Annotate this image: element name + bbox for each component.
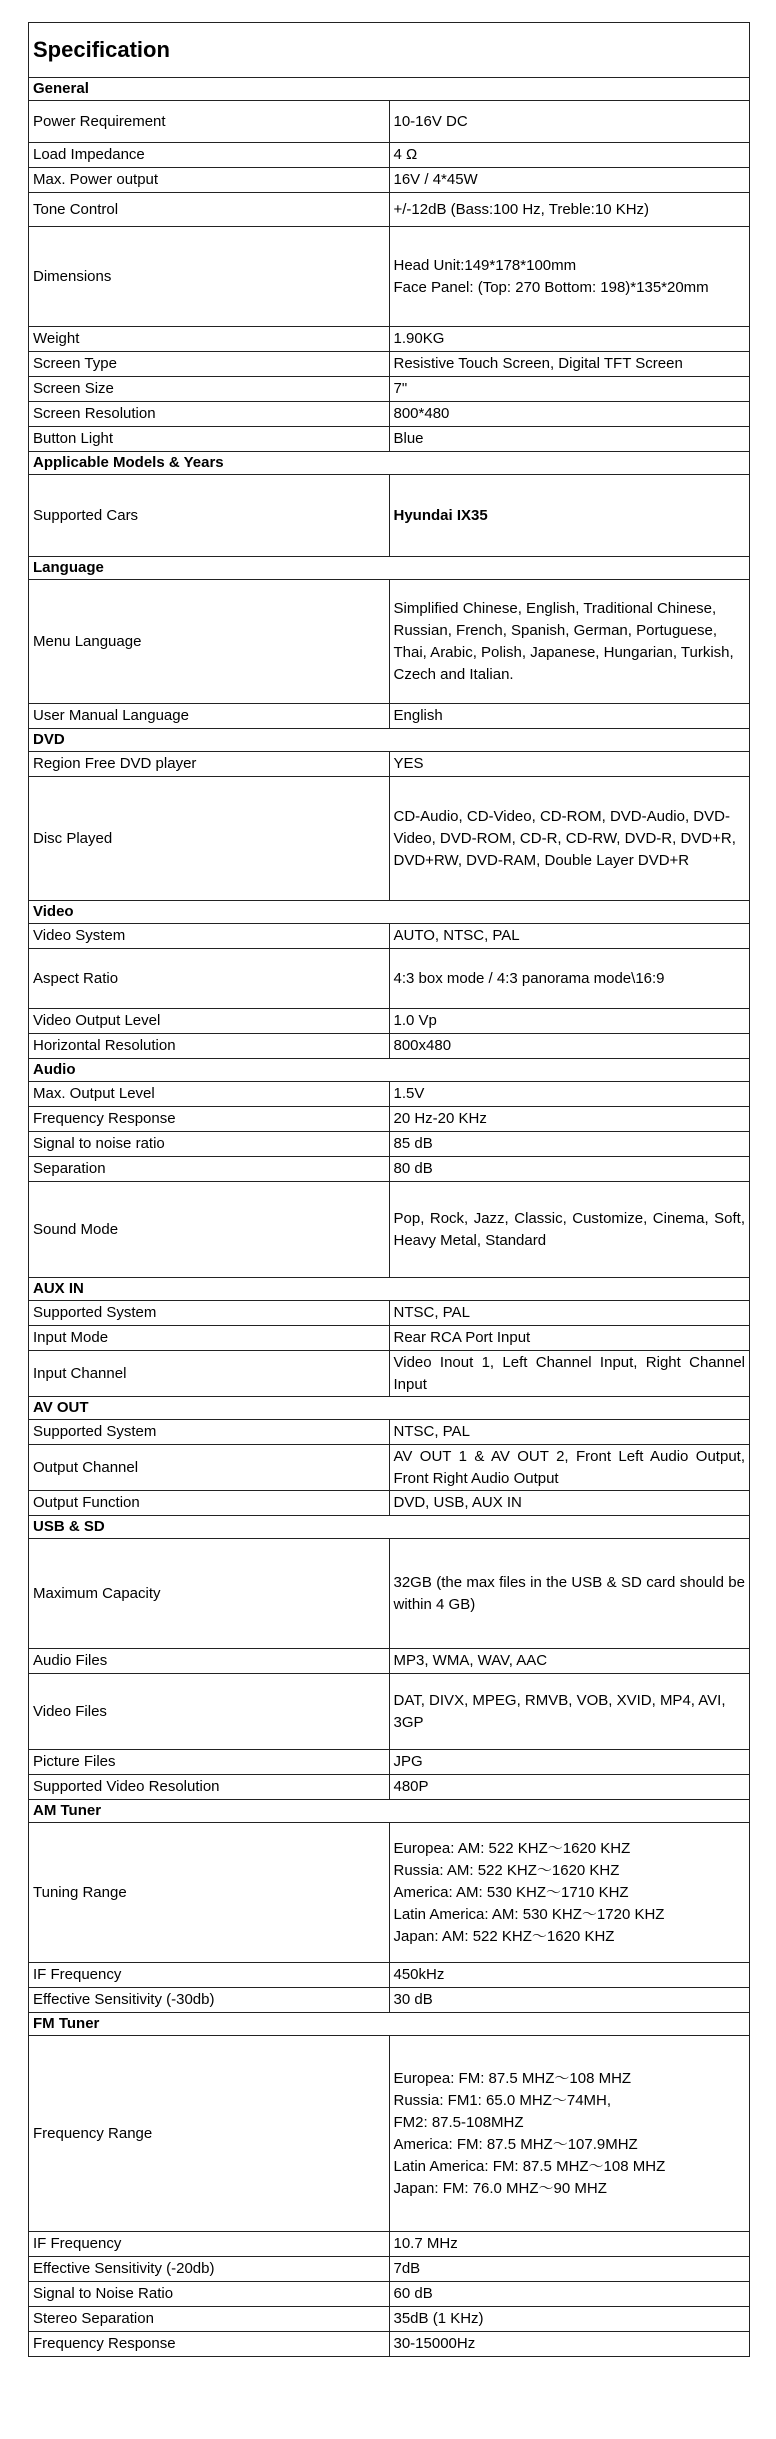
spec-value: YES bbox=[389, 752, 750, 777]
spec-label: Tuning Range bbox=[29, 1823, 390, 1963]
section-general: General bbox=[29, 78, 750, 101]
spec-value: 10-16V DC bbox=[389, 101, 750, 143]
spec-value: AV OUT 1 & AV OUT 2, Front Left Audio Output, Front Right Audio Output bbox=[389, 1445, 750, 1491]
spec-value: DAT, DIVX, MPEG, RMVB, VOB, XVID, MP4, AVI, 3GP bbox=[389, 1674, 750, 1750]
spec-label: Region Free DVD player bbox=[29, 752, 390, 777]
spec-label: Stereo Separation bbox=[29, 2307, 390, 2332]
spec-label: IF Frequency bbox=[29, 2232, 390, 2257]
spec-value: Pop, Rock, Jazz, Classic, Customize, Cinema, Soft, Heavy Metal, Standard bbox=[389, 1182, 750, 1278]
spec-label: User Manual Language bbox=[29, 704, 390, 729]
spec-value: 85 dB bbox=[389, 1132, 750, 1157]
spec-label: Input Channel bbox=[29, 1351, 390, 1397]
spec-value: 30 dB bbox=[389, 1988, 750, 2013]
spec-value: Blue bbox=[389, 427, 750, 452]
spec-label: Effective Sensitivity (-20db) bbox=[29, 2257, 390, 2282]
spec-value: Head Unit:149*178*100mm Face Panel: (Top: 270 Bottom: 198)*135*20mm bbox=[389, 227, 750, 327]
spec-value: Simplified Chinese, English, Traditional Chinese, Russian, French, Spanish, German, Portuguese, Thai, Arabic, Polish, Japanese, Hungarian, Turkish, Czech and Italian. bbox=[389, 580, 750, 704]
spec-value: 35dB (1 KHz) bbox=[389, 2307, 750, 2332]
spec-value: 1.0 Vp bbox=[389, 1009, 750, 1034]
spec-value: AUTO, NTSC, PAL bbox=[389, 924, 750, 949]
spec-value: 1.5V bbox=[389, 1082, 750, 1107]
spec-label: Button Light bbox=[29, 427, 390, 452]
spec-label: Dimensions bbox=[29, 227, 390, 327]
section-av-out: AV OUT bbox=[29, 1397, 750, 1420]
spec-value: 800x480 bbox=[389, 1034, 750, 1059]
spec-value: Resistive Touch Screen, Digital TFT Screen bbox=[389, 352, 750, 377]
spec-label: Signal to noise ratio bbox=[29, 1132, 390, 1157]
spec-label: Maximum Capacity bbox=[29, 1539, 390, 1649]
spec-value: 4 Ω bbox=[389, 143, 750, 168]
spec-label: Horizontal Resolution bbox=[29, 1034, 390, 1059]
spec-label: Video System bbox=[29, 924, 390, 949]
section-models: Applicable Models & Years bbox=[29, 452, 750, 475]
spec-label: Aspect Ratio bbox=[29, 949, 390, 1009]
spec-value: Europea: AM: 522 KHZ～1620 KHZ Russia: AM: 522 KHZ～1620 KHZ America: AM: 530 KHZ～1710 KHZ Latin America: AM: 530 KHZ～1720 KHZ Japan: AM: 522 KHZ～1620 KHZ bbox=[389, 1823, 750, 1963]
spec-label: Tone Control bbox=[29, 193, 390, 227]
section-dvd: DVD bbox=[29, 729, 750, 752]
spec-value: MP3, WMA, WAV, AAC bbox=[389, 1649, 750, 1674]
spec-value: 7" bbox=[389, 377, 750, 402]
section-usb-sd: USB & SD bbox=[29, 1516, 750, 1539]
section-aux-in: AUX IN bbox=[29, 1278, 750, 1301]
section-am-tuner: AM Tuner bbox=[29, 1800, 750, 1823]
spec-label: Frequency Range bbox=[29, 2036, 390, 2232]
spec-value: 480P bbox=[389, 1775, 750, 1800]
spec-label: Audio Files bbox=[29, 1649, 390, 1674]
spec-value: Video Inout 1, Left Channel Input, Right Channel Input bbox=[389, 1351, 750, 1397]
spec-value: CD-Audio, CD-Video, CD-ROM, DVD-Audio, DVD-Video, DVD-ROM, CD-R, CD-RW, DVD-R, DVD+R, DVD+RW, DVD-RAM, Double Layer DVD+R bbox=[389, 777, 750, 901]
spec-label: Screen Size bbox=[29, 377, 390, 402]
section-fm-tuner: FM Tuner bbox=[29, 2013, 750, 2036]
spec-label: Disc Played bbox=[29, 777, 390, 901]
spec-value: 16V / 4*45W bbox=[389, 168, 750, 193]
page-title: Specification bbox=[29, 23, 750, 78]
spec-value: 32GB (the max files in the USB & SD card should be within 4 GB) bbox=[389, 1539, 750, 1649]
spec-label: Screen Type bbox=[29, 352, 390, 377]
spec-value: NTSC, PAL bbox=[389, 1420, 750, 1445]
spec-value: 20 Hz-20 KHz bbox=[389, 1107, 750, 1132]
spec-value: 60 dB bbox=[389, 2282, 750, 2307]
spec-label: IF Frequency bbox=[29, 1963, 390, 1988]
spec-label: Supported Video Resolution bbox=[29, 1775, 390, 1800]
spec-label: Picture Files bbox=[29, 1750, 390, 1775]
spec-value: 80 dB bbox=[389, 1157, 750, 1182]
spec-value: 1.90KG bbox=[389, 327, 750, 352]
spec-label: Effective Sensitivity (-30db) bbox=[29, 1988, 390, 2013]
spec-label: Video Files bbox=[29, 1674, 390, 1750]
spec-label: Max. Power output bbox=[29, 168, 390, 193]
spec-value: Rear RCA Port Input bbox=[389, 1326, 750, 1351]
spec-label: Weight bbox=[29, 327, 390, 352]
spec-sheet bbox=[28, 22, 750, 2357]
spec-label: Supported Cars bbox=[29, 475, 390, 557]
spec-value: 30-15000Hz bbox=[389, 2332, 750, 2357]
spec-label: Load Impedance bbox=[29, 143, 390, 168]
spec-value: +/-12dB (Bass:100 Hz, Treble:10 KHz) bbox=[389, 193, 750, 227]
spec-label: Separation bbox=[29, 1157, 390, 1182]
spec-value: English bbox=[389, 704, 750, 729]
spec-value: DVD, USB, AUX IN bbox=[389, 1491, 750, 1516]
section-video: Video bbox=[29, 901, 750, 924]
section-audio: Audio bbox=[29, 1059, 750, 1082]
spec-value: NTSC, PAL bbox=[389, 1301, 750, 1326]
spec-label: Power Requirement bbox=[29, 101, 390, 143]
spec-label: Input Mode bbox=[29, 1326, 390, 1351]
spec-label: Frequency Response bbox=[29, 1107, 390, 1132]
spec-label: Screen Resolution bbox=[29, 402, 390, 427]
spec-value: 10.7 MHz bbox=[389, 2232, 750, 2257]
spec-table bbox=[28, 22, 750, 2357]
spec-value: JPG bbox=[389, 1750, 750, 1775]
spec-value: 4:3 box mode / 4:3 panorama mode\16:9 bbox=[389, 949, 750, 1009]
spec-label: Output Channel bbox=[29, 1445, 390, 1491]
spec-value: Europea: FM: 87.5 MHZ～108 MHZ Russia: FM1: 65.0 MHZ～74MH, FM2: 87.5-108MHZ America: FM: 87.5 MHZ～107.9MHZ Latin America: FM: 87.5 MHZ～108 MHZ Japan: FM: 76.0 MHZ～90 MHZ bbox=[389, 2036, 750, 2232]
spec-label: Signal to Noise Ratio bbox=[29, 2282, 390, 2307]
spec-label: Max. Output Level bbox=[29, 1082, 390, 1107]
spec-value: 450kHz bbox=[389, 1963, 750, 1988]
spec-value: Hyundai IX35 bbox=[389, 475, 750, 557]
spec-value: 7dB bbox=[389, 2257, 750, 2282]
spec-label: Supported System bbox=[29, 1420, 390, 1445]
spec-label: Output Function bbox=[29, 1491, 390, 1516]
spec-label: Sound Mode bbox=[29, 1182, 390, 1278]
spec-label: Supported System bbox=[29, 1301, 390, 1326]
spec-label: Video Output Level bbox=[29, 1009, 390, 1034]
spec-label: Menu Language bbox=[29, 580, 390, 704]
spec-label: Frequency Response bbox=[29, 2332, 390, 2357]
section-language: Language bbox=[29, 557, 750, 580]
spec-value: 800*480 bbox=[389, 402, 750, 427]
